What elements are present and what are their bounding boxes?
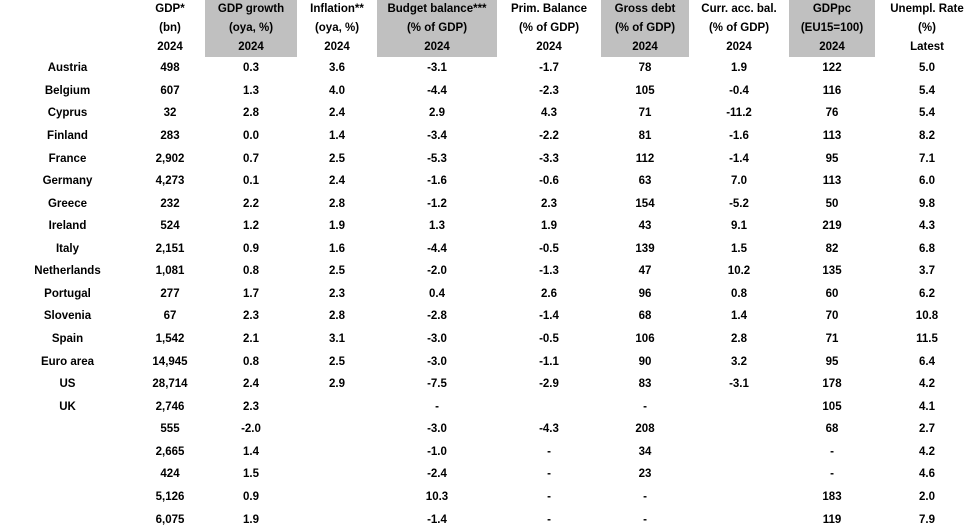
cell-gdp_growth: 0.8 <box>205 260 297 283</box>
cell-gdppc: 82 <box>789 238 875 261</box>
cell-gdp_growth: 2.3 <box>205 305 297 328</box>
cell-gdppc: 76 <box>789 102 875 125</box>
cell-gross_debt: 106 <box>601 328 689 351</box>
column-header-budget_balance-line2: (% of GDP) <box>377 19 497 38</box>
cell-prim_balance: - <box>497 486 601 509</box>
cell-gdp_growth: 2.8 <box>205 102 297 125</box>
cell-prim_balance: - <box>497 508 601 531</box>
column-header-country-line1 <box>0 0 135 19</box>
cell-blank-country <box>0 418 135 441</box>
cell-prim_balance: -2.9 <box>497 373 601 396</box>
cell-budget_balance: -1.2 <box>377 192 497 215</box>
cell-curr_acc: 3.2 <box>689 350 789 373</box>
cell-blank-inflation <box>297 463 377 486</box>
column-header-country-line3 <box>0 38 135 57</box>
table-row <box>0 395 979 418</box>
cell-gross_debt: 112 <box>601 147 689 170</box>
cell-unempl: 4.2 <box>875 441 979 464</box>
cell-gdp: 5,126 <box>135 486 205 509</box>
cell-blank-country <box>0 508 135 531</box>
cell-gross_debt: 154 <box>601 192 689 215</box>
column-header-gdppc-line2: (EU15=100) <box>789 19 875 38</box>
cell-budget_balance: -5.3 <box>377 147 497 170</box>
cell-budget_balance: -1.0 <box>377 441 497 464</box>
cell-country: US <box>0 373 135 396</box>
cell-gdp_growth: 2.3 <box>205 395 297 418</box>
cell-budget_balance: - <box>377 395 497 418</box>
cell-prim_balance: -0.5 <box>497 238 601 261</box>
cell-gdp: 2,746 <box>135 395 205 418</box>
cell-inflation: 4.0 <box>297 80 377 103</box>
cell-budget_balance: -2.8 <box>377 305 497 328</box>
cell-curr_acc: 9.1 <box>689 215 789 238</box>
cell-curr_acc: 2.8 <box>689 328 789 351</box>
cell-inflation: 2.8 <box>297 305 377 328</box>
cell-country: Greece <box>0 192 135 215</box>
cell-country: Finland <box>0 125 135 148</box>
cell-gdp: 1,542 <box>135 328 205 351</box>
cell-blank-country <box>0 486 135 509</box>
cell-curr_acc: -1.4 <box>689 147 789 170</box>
cell-prim_balance: -0.5 <box>497 328 601 351</box>
cell-gdp: 6,075 <box>135 508 205 531</box>
cell-gdppc: 50 <box>789 192 875 215</box>
cell-gdp_growth: 2.2 <box>205 192 297 215</box>
column-header-inflation-line2: (oya, %) <box>297 19 377 38</box>
cell-inflation: 2.4 <box>297 102 377 125</box>
cell-gdp_growth: 1.9 <box>205 508 297 531</box>
cell-gdp: 283 <box>135 125 205 148</box>
cell-country: Euro area <box>0 350 135 373</box>
cell-prim_balance: - <box>497 441 601 464</box>
cell-gdp: 67 <box>135 305 205 328</box>
cell-gross_debt: 47 <box>601 260 689 283</box>
cell-prim_balance: -0.6 <box>497 170 601 193</box>
cell-unempl: 5.0 <box>875 57 979 80</box>
table-row <box>0 125 979 148</box>
cell-curr_acc: -3.1 <box>689 373 789 396</box>
cell-gdppc: 219 <box>789 215 875 238</box>
cell-gdppc: 95 <box>789 350 875 373</box>
header-row-period <box>0 38 979 57</box>
cell-curr_acc: 10.2 <box>689 260 789 283</box>
cell-gdppc: 70 <box>789 305 875 328</box>
cell-inflation: 2.9 <box>297 373 377 396</box>
table-row <box>0 486 979 509</box>
cell-curr_acc: 0.8 <box>689 283 789 306</box>
cell-gdp: 555 <box>135 418 205 441</box>
cell-prim_balance: -1.3 <box>497 260 601 283</box>
cell-budget_balance: -3.0 <box>377 350 497 373</box>
cell-gdp: 14,945 <box>135 350 205 373</box>
cell-gdppc: 95 <box>789 147 875 170</box>
cell-gdppc: 60 <box>789 283 875 306</box>
table-row <box>0 215 979 238</box>
cell-blank-inflation <box>297 395 377 418</box>
cell-gross_debt: - <box>601 486 689 509</box>
cell-gdp_growth: 2.1 <box>205 328 297 351</box>
cell-gdppc: 116 <box>789 80 875 103</box>
cell-unempl: 7.9 <box>875 508 979 531</box>
header-row-title <box>0 0 979 19</box>
cell-prim_balance: -1.1 <box>497 350 601 373</box>
cell-gross_debt: 34 <box>601 441 689 464</box>
cell-gross_debt: 71 <box>601 102 689 125</box>
cell-gross_debt: - <box>601 395 689 418</box>
cell-gdp: 232 <box>135 192 205 215</box>
cell-gdppc: 113 <box>789 125 875 148</box>
cell-gdppc: 105 <box>789 395 875 418</box>
cell-gdp: 498 <box>135 57 205 80</box>
cell-budget_balance: -7.5 <box>377 373 497 396</box>
cell-gdp_growth: 0.9 <box>205 238 297 261</box>
column-header-gdp-line2: (bn) <box>135 19 205 38</box>
column-header-gdp-line3: 2024 <box>135 38 205 57</box>
cell-blank-curr_acc <box>689 508 789 531</box>
cell-blank-curr_acc <box>689 463 789 486</box>
cell-inflation: 3.6 <box>297 57 377 80</box>
cell-unempl: 2.7 <box>875 418 979 441</box>
cell-country: Italy <box>0 238 135 261</box>
cell-budget_balance: -4.4 <box>377 80 497 103</box>
cell-unempl: 6.0 <box>875 170 979 193</box>
cell-gross_debt: 23 <box>601 463 689 486</box>
cell-gross_debt: 43 <box>601 215 689 238</box>
column-header-gdp_growth-line1: GDP growth <box>205 0 297 19</box>
column-header-gdppc-line3: 2024 <box>789 38 875 57</box>
cell-country: Belgium <box>0 80 135 103</box>
cell-inflation: 1.4 <box>297 125 377 148</box>
cell-unempl: 6.2 <box>875 283 979 306</box>
cell-prim_balance: -4.3 <box>497 418 601 441</box>
cell-curr_acc: 1.9 <box>689 57 789 80</box>
table-row <box>0 80 979 103</box>
cell-inflation: 2.4 <box>297 170 377 193</box>
cell-gross_debt: 78 <box>601 57 689 80</box>
column-header-inflation-line3: 2024 <box>297 38 377 57</box>
cell-country: Germany <box>0 170 135 193</box>
column-header-country-line2 <box>0 19 135 38</box>
cell-unempl: 10.8 <box>875 305 979 328</box>
cell-unempl: 8.2 <box>875 125 979 148</box>
cell-gdppc: - <box>789 441 875 464</box>
column-header-prim_balance-line3: 2024 <box>497 38 601 57</box>
cell-budget_balance: -4.4 <box>377 238 497 261</box>
cell-unempl: 5.4 <box>875 80 979 103</box>
cell-country: Ireland <box>0 215 135 238</box>
cell-gdp_growth: 0.7 <box>205 147 297 170</box>
cell-gross_debt: 96 <box>601 283 689 306</box>
cell-country: Slovenia <box>0 305 135 328</box>
cell-blank-country <box>0 441 135 464</box>
cell-unempl: 4.6 <box>875 463 979 486</box>
cell-gdppc: 183 <box>789 486 875 509</box>
table-row <box>0 147 979 170</box>
cell-gdp: 28,714 <box>135 373 205 396</box>
cell-budget_balance: -3.1 <box>377 57 497 80</box>
cell-gdppc: 113 <box>789 170 875 193</box>
cell-blank-curr_acc <box>689 418 789 441</box>
column-header-curr_acc-line3: 2024 <box>689 38 789 57</box>
table-row <box>0 508 979 531</box>
cell-budget_balance: -3.0 <box>377 328 497 351</box>
cell-gdp: 32 <box>135 102 205 125</box>
cell-budget_balance: 0.4 <box>377 283 497 306</box>
table-row <box>0 350 979 373</box>
column-header-unempl-line3: Latest <box>875 38 979 57</box>
table-body <box>0 57 979 531</box>
cell-gross_debt: 105 <box>601 80 689 103</box>
cell-unempl: 6.8 <box>875 238 979 261</box>
column-header-unempl-line1: Unempl. Rate <box>875 0 979 19</box>
cell-budget_balance: -2.0 <box>377 260 497 283</box>
cell-prim_balance: -2.2 <box>497 125 601 148</box>
cell-prim_balance: -2.3 <box>497 80 601 103</box>
cell-gdp_growth: 1.7 <box>205 283 297 306</box>
table-row <box>0 328 979 351</box>
cell-budget_balance: -3.0 <box>377 418 497 441</box>
cell-gdppc: - <box>789 463 875 486</box>
cell-blank-curr_acc <box>689 441 789 464</box>
column-header-gross_debt-line1: Gross debt <box>601 0 689 19</box>
table-row <box>0 170 979 193</box>
cell-curr_acc: -5.2 <box>689 192 789 215</box>
cell-gdppc: 68 <box>789 418 875 441</box>
cell-prim_balance: 2.6 <box>497 283 601 306</box>
header-row-unit <box>0 19 979 38</box>
cell-curr_acc: -11.2 <box>689 102 789 125</box>
cell-gdp: 1,081 <box>135 260 205 283</box>
cell-gross_debt: 208 <box>601 418 689 441</box>
cell-gross_debt: 68 <box>601 305 689 328</box>
cell-gdp: 2,902 <box>135 147 205 170</box>
cell-country: Netherlands <box>0 260 135 283</box>
cell-gross_debt: 139 <box>601 238 689 261</box>
cell-gross_debt: - <box>601 508 689 531</box>
cell-gdp_growth: 1.2 <box>205 215 297 238</box>
cell-gdp: 524 <box>135 215 205 238</box>
cell-inflation: 3.1 <box>297 328 377 351</box>
cell-gdp: 607 <box>135 80 205 103</box>
cell-inflation: 2.5 <box>297 147 377 170</box>
cell-budget_balance: -2.4 <box>377 463 497 486</box>
cell-country: Cyprus <box>0 102 135 125</box>
cell-unempl: 7.1 <box>875 147 979 170</box>
cell-inflation: 2.5 <box>297 260 377 283</box>
column-header-prim_balance-line2: (% of GDP) <box>497 19 601 38</box>
cell-gdp: 2,665 <box>135 441 205 464</box>
cell-unempl: 3.7 <box>875 260 979 283</box>
cell-gdppc: 122 <box>789 57 875 80</box>
cell-unempl: 9.8 <box>875 192 979 215</box>
cell-curr_acc: -0.4 <box>689 80 789 103</box>
cell-country: Spain <box>0 328 135 351</box>
cell-blank-inflation <box>297 508 377 531</box>
cell-inflation: 2.5 <box>297 350 377 373</box>
column-header-gdppc-line1: GDPpc <box>789 0 875 19</box>
column-header-budget_balance-line1: Budget balance*** <box>377 0 497 19</box>
cell-gdp_growth: 0.9 <box>205 486 297 509</box>
table-row <box>0 305 979 328</box>
cell-prim_balance: -1.4 <box>497 305 601 328</box>
cell-unempl: 4.3 <box>875 215 979 238</box>
cell-curr_acc: 1.5 <box>689 238 789 261</box>
column-header-gdp_growth-line2: (oya, %) <box>205 19 297 38</box>
column-header-curr_acc-line2: (% of GDP) <box>689 19 789 38</box>
cell-inflation: 1.6 <box>297 238 377 261</box>
cell-unempl: 5.4 <box>875 102 979 125</box>
cell-gross_debt: 90 <box>601 350 689 373</box>
table-row <box>0 260 979 283</box>
table-row <box>0 238 979 261</box>
cell-gdp_growth: 0.3 <box>205 57 297 80</box>
cell-blank-inflation <box>297 441 377 464</box>
table-row <box>0 373 979 396</box>
cell-inflation: 2.8 <box>297 192 377 215</box>
cell-curr_acc: -1.6 <box>689 125 789 148</box>
cell-inflation: 2.3 <box>297 283 377 306</box>
cell-gross_debt: 83 <box>601 373 689 396</box>
cell-inflation: 1.9 <box>297 215 377 238</box>
cell-gdppc: 135 <box>789 260 875 283</box>
cell-gross_debt: 81 <box>601 125 689 148</box>
cell-gdp_growth: 0.1 <box>205 170 297 193</box>
table-row <box>0 418 979 441</box>
cell-gdp_growth: 2.4 <box>205 373 297 396</box>
cell-gdp: 277 <box>135 283 205 306</box>
cell-gdp_growth: 1.5 <box>205 463 297 486</box>
cell-unempl: 2.0 <box>875 486 979 509</box>
cell-gdppc: 178 <box>789 373 875 396</box>
column-header-inflation-line1: Inflation** <box>297 0 377 19</box>
cell-blank-curr_acc <box>689 486 789 509</box>
column-header-curr_acc-line1: Curr. acc. bal. <box>689 0 789 19</box>
cell-unempl: 11.5 <box>875 328 979 351</box>
cell-gdppc: 71 <box>789 328 875 351</box>
table-row <box>0 102 979 125</box>
cell-unempl: 4.2 <box>875 373 979 396</box>
cell-curr_acc: 1.4 <box>689 305 789 328</box>
cell-gdp_growth: 1.4 <box>205 441 297 464</box>
cell-gdp: 4,273 <box>135 170 205 193</box>
cell-prim_balance: -3.3 <box>497 147 601 170</box>
table-row <box>0 283 979 306</box>
cell-gdp_growth: 0.8 <box>205 350 297 373</box>
cell-blank-inflation <box>297 486 377 509</box>
cell-blank-curr_acc <box>689 395 789 418</box>
cell-budget_balance: -1.4 <box>377 508 497 531</box>
cell-country: Austria <box>0 57 135 80</box>
cell-budget_balance: -1.6 <box>377 170 497 193</box>
column-header-unempl-line2: (%) <box>875 19 979 38</box>
cell-gdppc: 119 <box>789 508 875 531</box>
cell-gdp_growth: 0.0 <box>205 125 297 148</box>
table-row <box>0 57 979 80</box>
table-row <box>0 463 979 486</box>
cell-blank-prim_balance <box>497 395 601 418</box>
cell-gross_debt: 63 <box>601 170 689 193</box>
column-header-gdp_growth-line3: 2024 <box>205 38 297 57</box>
column-header-gross_debt-line2: (% of GDP) <box>601 19 689 38</box>
cell-country: France <box>0 147 135 170</box>
cell-unempl: 4.1 <box>875 395 979 418</box>
table-row <box>0 192 979 215</box>
column-header-budget_balance-line3: 2024 <box>377 38 497 57</box>
column-header-gdp-line1: GDP* <box>135 0 205 19</box>
cell-country: Portugal <box>0 283 135 306</box>
cell-blank-country <box>0 463 135 486</box>
cell-prim_balance: 1.9 <box>497 215 601 238</box>
cell-budget_balance: 1.3 <box>377 215 497 238</box>
column-header-gross_debt-line3: 2024 <box>601 38 689 57</box>
cell-unempl: 6.4 <box>875 350 979 373</box>
table-header <box>0 0 979 57</box>
table-row <box>0 441 979 464</box>
cell-prim_balance: 2.3 <box>497 192 601 215</box>
cell-budget_balance: 2.9 <box>377 102 497 125</box>
cell-budget_balance: 10.3 <box>377 486 497 509</box>
cell-gdp_growth: 1.3 <box>205 80 297 103</box>
cell-blank-inflation <box>297 418 377 441</box>
cell-gdp: 424 <box>135 463 205 486</box>
cell-budget_balance: -3.4 <box>377 125 497 148</box>
cell-prim_balance: 4.3 <box>497 102 601 125</box>
cell-country: UK <box>0 395 135 418</box>
cell-curr_acc: 7.0 <box>689 170 789 193</box>
cell-gdp_growth: -2.0 <box>205 418 297 441</box>
cell-prim_balance: - <box>497 463 601 486</box>
cell-prim_balance: -1.7 <box>497 57 601 80</box>
cell-gdp: 2,151 <box>135 238 205 261</box>
column-header-prim_balance-line1: Prim. Balance <box>497 0 601 19</box>
